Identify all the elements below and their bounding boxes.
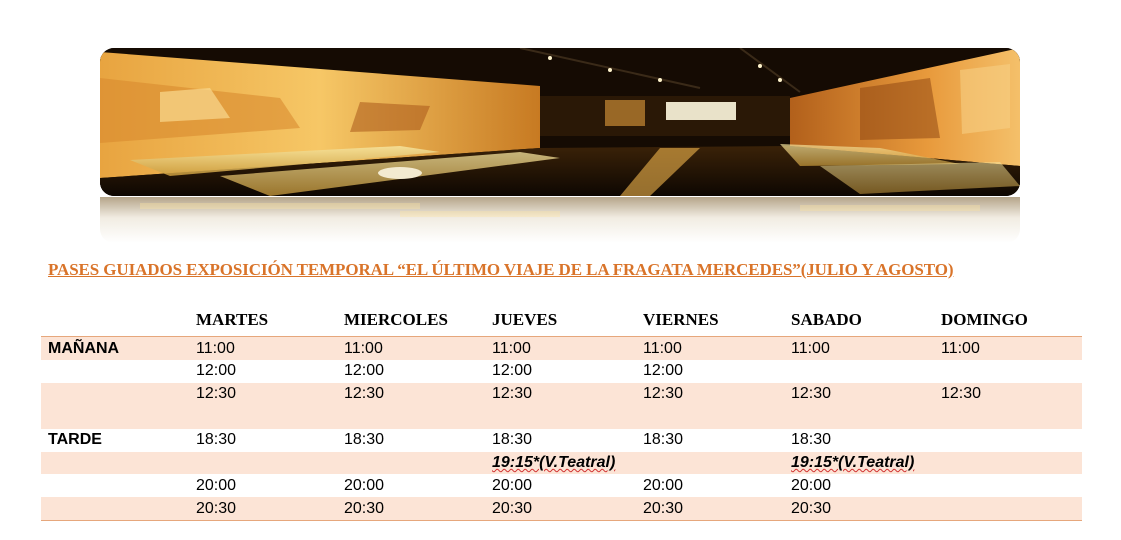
theatrical-visit-cell: 19:15*(V.Teatral) (791, 454, 915, 471)
time-cell: 12:30 (941, 385, 982, 402)
time-cell: 20:30 (643, 500, 684, 517)
time-cell: 11:00 (941, 340, 980, 357)
time-cell: 20:30 (344, 500, 385, 517)
time-cell: 20:00 (791, 477, 832, 494)
day-header-martes: MARTES (196, 310, 269, 329)
time-cell: 20:00 (492, 477, 533, 494)
row-label-tarde: TARDE (48, 431, 102, 448)
day-header-miercoles: MIERCOLES (344, 310, 448, 329)
time-cell: 11:00 (344, 340, 383, 357)
banner-reflection (100, 197, 1020, 243)
exhibition-banner-image (100, 48, 1020, 196)
time-cell: 20:00 (344, 477, 385, 494)
day-header-domingo: DOMINGO (941, 310, 1028, 329)
day-header-viernes: VIERNES (643, 310, 719, 329)
day-header-jueves: JUEVES (492, 310, 558, 329)
time-cell: 18:30 (196, 431, 237, 448)
time-cell: 12:00 (344, 362, 385, 379)
time-cell: 20:30 (492, 500, 533, 517)
time-cell: 12:00 (643, 362, 684, 379)
time-cell: 18:30 (791, 431, 832, 448)
row-label-manana: MAÑANA (48, 340, 120, 357)
time-cell: 18:30 (492, 431, 533, 448)
time-cell: 12:30 (791, 385, 832, 402)
time-cell: 20:30 (196, 500, 237, 517)
page-title: PASES GUIADOS EXPOSICIÓN TEMPORAL “EL ÚLTIMO VIAJE DE LA FRAGATA MERCEDES”(JULIO Y AGOSTO) (48, 260, 954, 279)
time-cell: 20:00 (196, 477, 237, 494)
theatrical-visit-cell: 19:15*(V.Teatral) (492, 454, 616, 471)
time-cell: 20:30 (791, 500, 832, 517)
time-cell: 12:30 (344, 385, 385, 402)
time-cell: 12:30 (492, 385, 533, 402)
table-bottom-rule (41, 520, 1082, 521)
time-cell: 11:00 (196, 340, 235, 357)
time-cell: 20:00 (643, 477, 684, 494)
time-cell: 11:00 (643, 340, 682, 357)
day-header-sabado: SABADO (791, 310, 862, 329)
time-cell: 11:00 (791, 340, 830, 357)
time-cell: 12:00 (196, 362, 237, 379)
time-cell: 11:00 (492, 340, 531, 357)
time-cell: 12:00 (492, 362, 533, 379)
time-cell: 18:30 (643, 431, 684, 448)
time-cell: 12:30 (196, 385, 237, 402)
time-cell: 12:30 (643, 385, 684, 402)
time-cell: 18:30 (344, 431, 385, 448)
